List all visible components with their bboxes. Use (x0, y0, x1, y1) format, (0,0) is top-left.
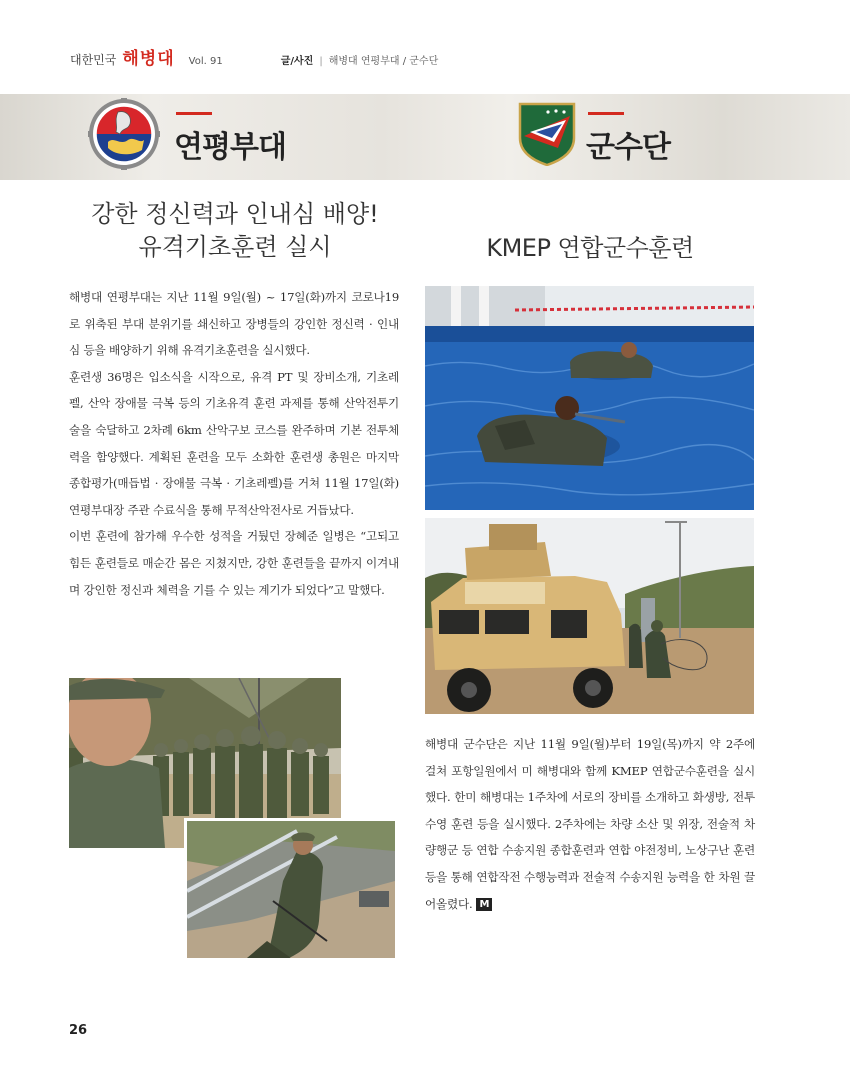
left-paragraph-2: 훈련생 36명은 입소식을 시작으로, 유격 PT 및 장비소개, 기초레펠, 산악 장애물 극복 등의 기초유격 훈련 과제를 통해 산악전투기술을 숙달하고 2차례 6km 산악구보 코스를 완주하며 기본 전투체력을 함양했다. 계획된 훈련을 모두 소화한 훈련생 총원은 마지막 종합평가(매듭법 · 장애물 극복 · 기초레펠)를 거쳐 11월 17일(화) 연평부대장 주관 수료식을 통해 무적산악전사로 거듭났다. (69, 369, 399, 517)
right-article-body (425, 731, 755, 917)
left-headline (40, 198, 430, 264)
header-volume: Vol. 91 (188, 56, 223, 67)
left-paragraph-1: 해병대 연평부대는 지난 11월 9일(월) ~ 17일(화)까지 코로나19로 위축된 부대 분위기를 쇄신하고 장병들의 강인한 정신력 · 인내심 등을 배양하기 위해 유격기초훈련을 실시했다. (69, 290, 399, 358)
left-headline-line2: 유격기초훈련 실시 (138, 233, 332, 261)
header-country: 대한민국 (70, 53, 117, 67)
unit-accent-bar-right (588, 112, 624, 115)
credit-label: 글/사진 (280, 56, 314, 67)
header-brand: 해병대 (122, 49, 175, 69)
logistics-unit-emblem (518, 102, 576, 166)
yeonpyeong-unit-emblem (88, 98, 160, 170)
magazine-header (70, 44, 439, 69)
credit-text: 해병대 연평부대 / 군수단 (328, 56, 439, 67)
unit-title-left: 연평부대 (174, 130, 286, 165)
magazine-end-mark: M (476, 898, 492, 911)
rappel-training-photo (184, 818, 398, 961)
left-headline-line1: 강한 정신력과 인내심 배양! (91, 200, 379, 228)
unit-accent-bar-left (176, 112, 212, 115)
swimming-training-photo (425, 286, 754, 510)
left-paragraph-3: 이번 훈련에 참가해 우수한 성적을 거뒀던 장혜준 일병은 “고되고 힘든 훈련들로 매순간 몸은 지쳤지만, 강한 훈련들을 끝까지 이겨내며 강인한 정신과 체력을 기를 수 있는 계기가 되었다”고 말했다. (69, 529, 399, 597)
unit-title-right: 군수단 (586, 130, 670, 165)
header-divider: | (319, 56, 323, 67)
right-paragraph: 해병대 군수단은 지난 11월 9일(월)부터 19일(목)까지 약 2주에 걸쳐 포항일원에서 미 해병대와 함께 KMEP 연합군수훈련을 실시했다. 한미 해병대는 1주차에 서로의 장비를 소개하고 화생방, 전투수영 훈련 등을 실시했다. 2주차에는 차량 소산 및 위장, 전술적 차량행군 등 연합 수송지원 종합훈련과 연합 야전정비, 노상구난 훈련 등을 통해 연합작전 수행능력과 전술적 수송지원 능력을 한 차원 끌어올렸다. (425, 737, 755, 911)
humvee-training-photo (425, 518, 754, 714)
left-article-body (69, 284, 399, 603)
page-number: 26 (69, 1023, 88, 1038)
unit-banner (0, 94, 850, 180)
right-headline: KMEP 연합군수훈련 (486, 234, 694, 262)
